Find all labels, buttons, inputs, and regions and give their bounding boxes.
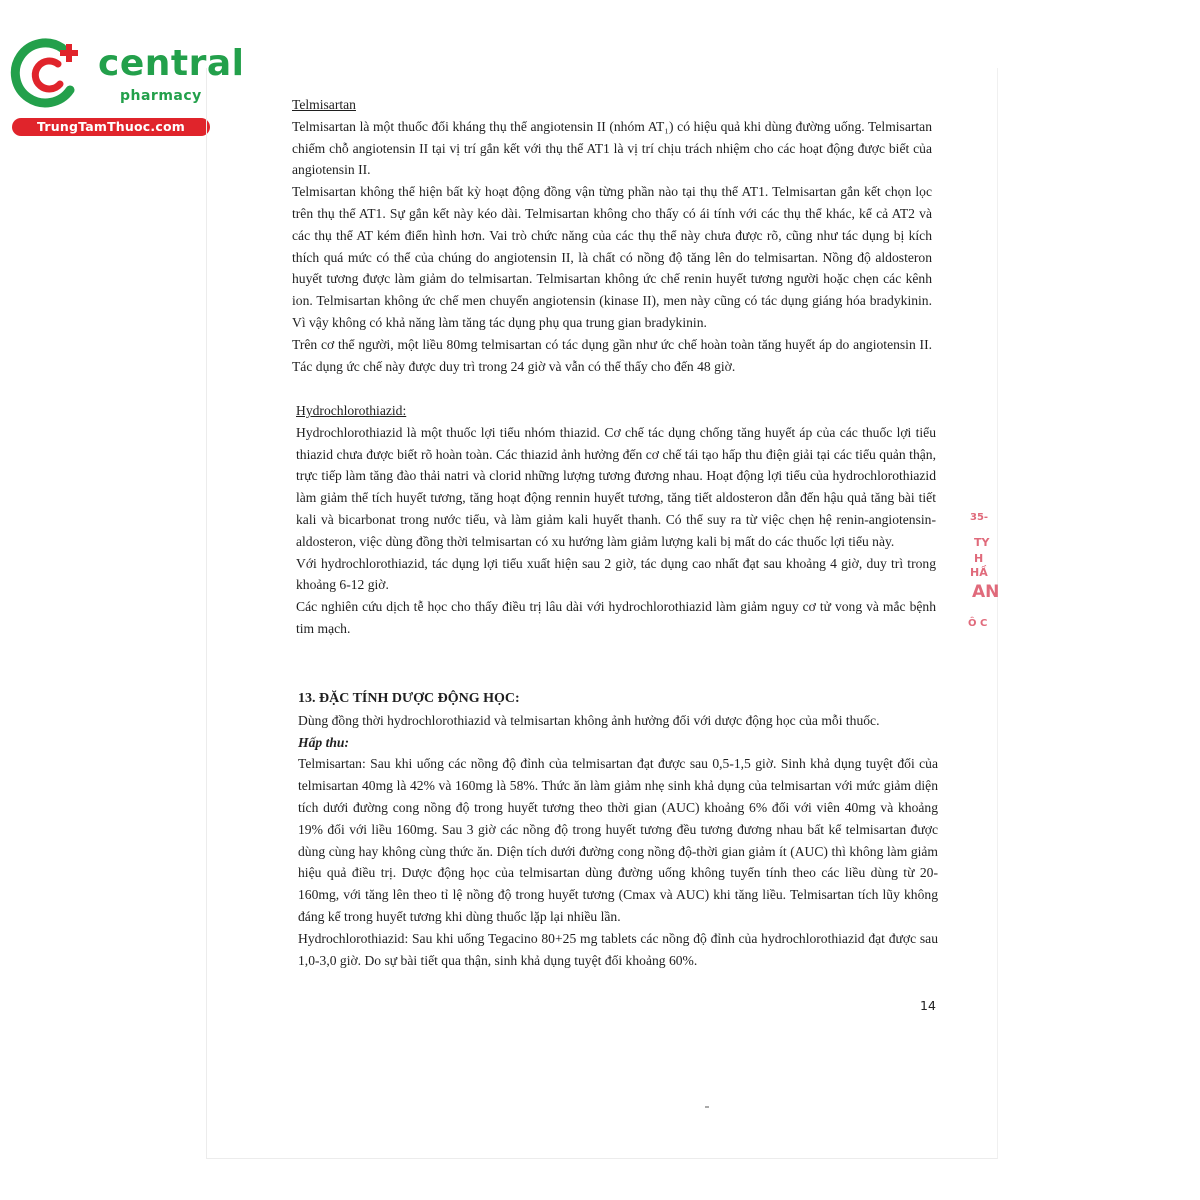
paragraph: Dùng đồng thời hydrochlorothiazid và telmisartan không ảnh hưởng đối với dược động học của mỗi thuốc. — [298, 712, 880, 728]
stamp-text: AN — [972, 582, 1000, 602]
central-pharmacy-logo[interactable] — [10, 34, 245, 136]
pharmacokinetics-section — [298, 688, 938, 971]
stamp-text: H — [974, 552, 984, 565]
stamp-text: Ô C — [968, 618, 988, 629]
paragraph: Telmisartan là một thuốc đối kháng thụ thể angiotensin II (nhóm AT₁) có hiệu quả khi dùng đường uống. Telmisartan chiếm chỗ angiotensin II tại vị trí gắn kết với thụ thể AT1 là vị trí chịu trách nhiệm cho các hoạt động được biết của angiotensin II. — [292, 118, 932, 178]
absorption-heading: Hấp thu: — [298, 734, 349, 750]
brand-name: central — [98, 43, 245, 84]
red-stamp-fragment — [958, 500, 998, 650]
paragraph: Hydrochlorothiazid là một thuốc lợi tiểu nhóm thiazid. Cơ chế tác dụng chống tăng huyết áp của các thuốc lợi tiểu thiazid chưa được biết rõ hoàn toàn. Các thiazid ảnh hưởng đến cơ chế tái tạo hấp thu điện giải tại các tiểu quản thận, trực tiếp làm tăng đào thải natri và clorid những lượng tương đương nhau. Hoạt động lợi tiểu của hydrochlorothiazid làm giảm thể tích huyết tương, tăng hoạt động rennin huyết tương, tăng tiết aldosteron dẫn đến hậu quả tăng bài tiết kali và bicarbonat trong nước tiểu, và làm giảm kali huyết thanh. Có thể suy ra từ việc chẹn hệ renin-angiotensin-aldosteron, việc dùng đồng thời telmisartan có xu hướng làm giảm lượng kali bị mất do các thuốc lợi tiểu này. — [296, 424, 936, 549]
telmisartan-heading: Telmisartan — [292, 97, 356, 112]
brand-subtitle: pharmacy — [120, 88, 202, 104]
paragraph: Các nghiên cứu dịch tễ học cho thấy điều trị lâu dài với hydrochlorothiazid làm giảm nguy cơ tử vong và mắc bệnh tim mạch. — [296, 599, 936, 636]
paragraph: Trên cơ thể người, một liều 80mg telmisartan có tác dụng gần như ức chế hoàn toàn tăng huyết áp do angiotensin II. Tác dụng ức chế này được duy trì trong 24 giờ và vẫn có thể thấy cho đến 48 giờ. — [292, 336, 932, 374]
stamp-text: TY — [974, 536, 990, 549]
paragraph: Telmisartan: Sau khi uống các nồng độ đỉnh của telmisartan đạt được sau 0,5-1,5 giờ. Sinh khả dụng tuyệt đối của telmisartan 40mg là 42% và 160mg là 58%. Thức ăn làm giảm nhẹ sinh khả dụng của telmisartan với mức giảm diện tích dưới đường cong nồng độ trong huyết tương theo thời gian (AUC) khoảng 6% đối với viên 40mg và khoảng 19% đối với liều 160mg. Sau 3 giờ các nồng độ trong huyết tương đều tương đương nhau bất kể telmisartan được dùng cùng hay không cùng thức ăn. Diện tích dưới đường cong nồng độ-thời gian giảm ít (AUC) thì không làm giảm hiệu quả điều trị. Dược động học của telmisartan dùng đường uống không tuyến tính theo các liều dùng từ 20-160mg, với tăng lên theo tỉ lệ nồng độ trong huyết tương (Cmax và AUC) khi tăng liều. Telmisartan tích lũy không đáng kể trong huyết tương khi dùng thuốc lặp lại nhiều lần. — [298, 756, 938, 924]
hydrochlorothiazid-heading: Hydrochlorothiazid: — [296, 403, 407, 418]
central-pharmacy-logo-icon — [10, 34, 90, 114]
page-number: 14 — [920, 998, 936, 1013]
paragraph: Với hydrochlorothiazid, tác dụng lợi tiểu xuất hiện sau 2 giờ, tác dụng cao nhất đạt sau khoảng 4 giờ, duy trì trong khoảng 6-12 giờ. — [296, 555, 936, 593]
site-url-badge[interactable]: TrungTamThuoc.com — [12, 118, 210, 136]
scan-speck — [705, 1106, 709, 1108]
paragraph: Hydrochlorothiazid: Sau khi uống Tegacino 80+25 mg tablets các nồng độ đỉnh của hydrochlorothiazid đạt được sau 1,0-3,0 giờ. Do sự bài tiết qua thận, sinh khả dụng tuyệt đối khoảng 60%. — [298, 930, 938, 968]
stamp-text: HẦ — [970, 566, 988, 579]
paragraph: Telmisartan không thể hiện bất kỳ hoạt động đồng vận từng phần nào tại thụ thể AT1. Telmisartan gắn kết chọn lọc trên thụ thể AT1. Sự gắn kết này kéo dài. Telmisartan không cho thấy có ái tính với các thụ thể khác, kể cả AT2 và các thụ thể AT kém điển hình hơn. Vai trò chức năng của các thụ thể này chưa được rõ, cũng như tác dụng bị kích thích quá mức có thể của chúng do angiotensin II, là chất có nồng độ tăng lên do telmisartan. Nồng độ aldosteron huyết tương được làm giảm do telmisartan. Telmisartan không ức chế renin huyết tương người hoặc chẹn các kênh ion. Telmisartan không ức chế men chuyển angiotensin (kinase II), men này cũng có tác dụng giáng hóa bradykinin. Vì vậy không có khả năng làm tăng tác dụng phụ qua trung gian bradykinin. — [292, 184, 932, 330]
telmisartan-section — [292, 94, 932, 377]
stamp-text: 35- — [970, 512, 989, 523]
section-13-heading: 13. ĐẶC TÍNH DƯỢC ĐỘNG HỌC: — [298, 691, 520, 706]
hydrochlorothiazid-section — [296, 400, 936, 640]
